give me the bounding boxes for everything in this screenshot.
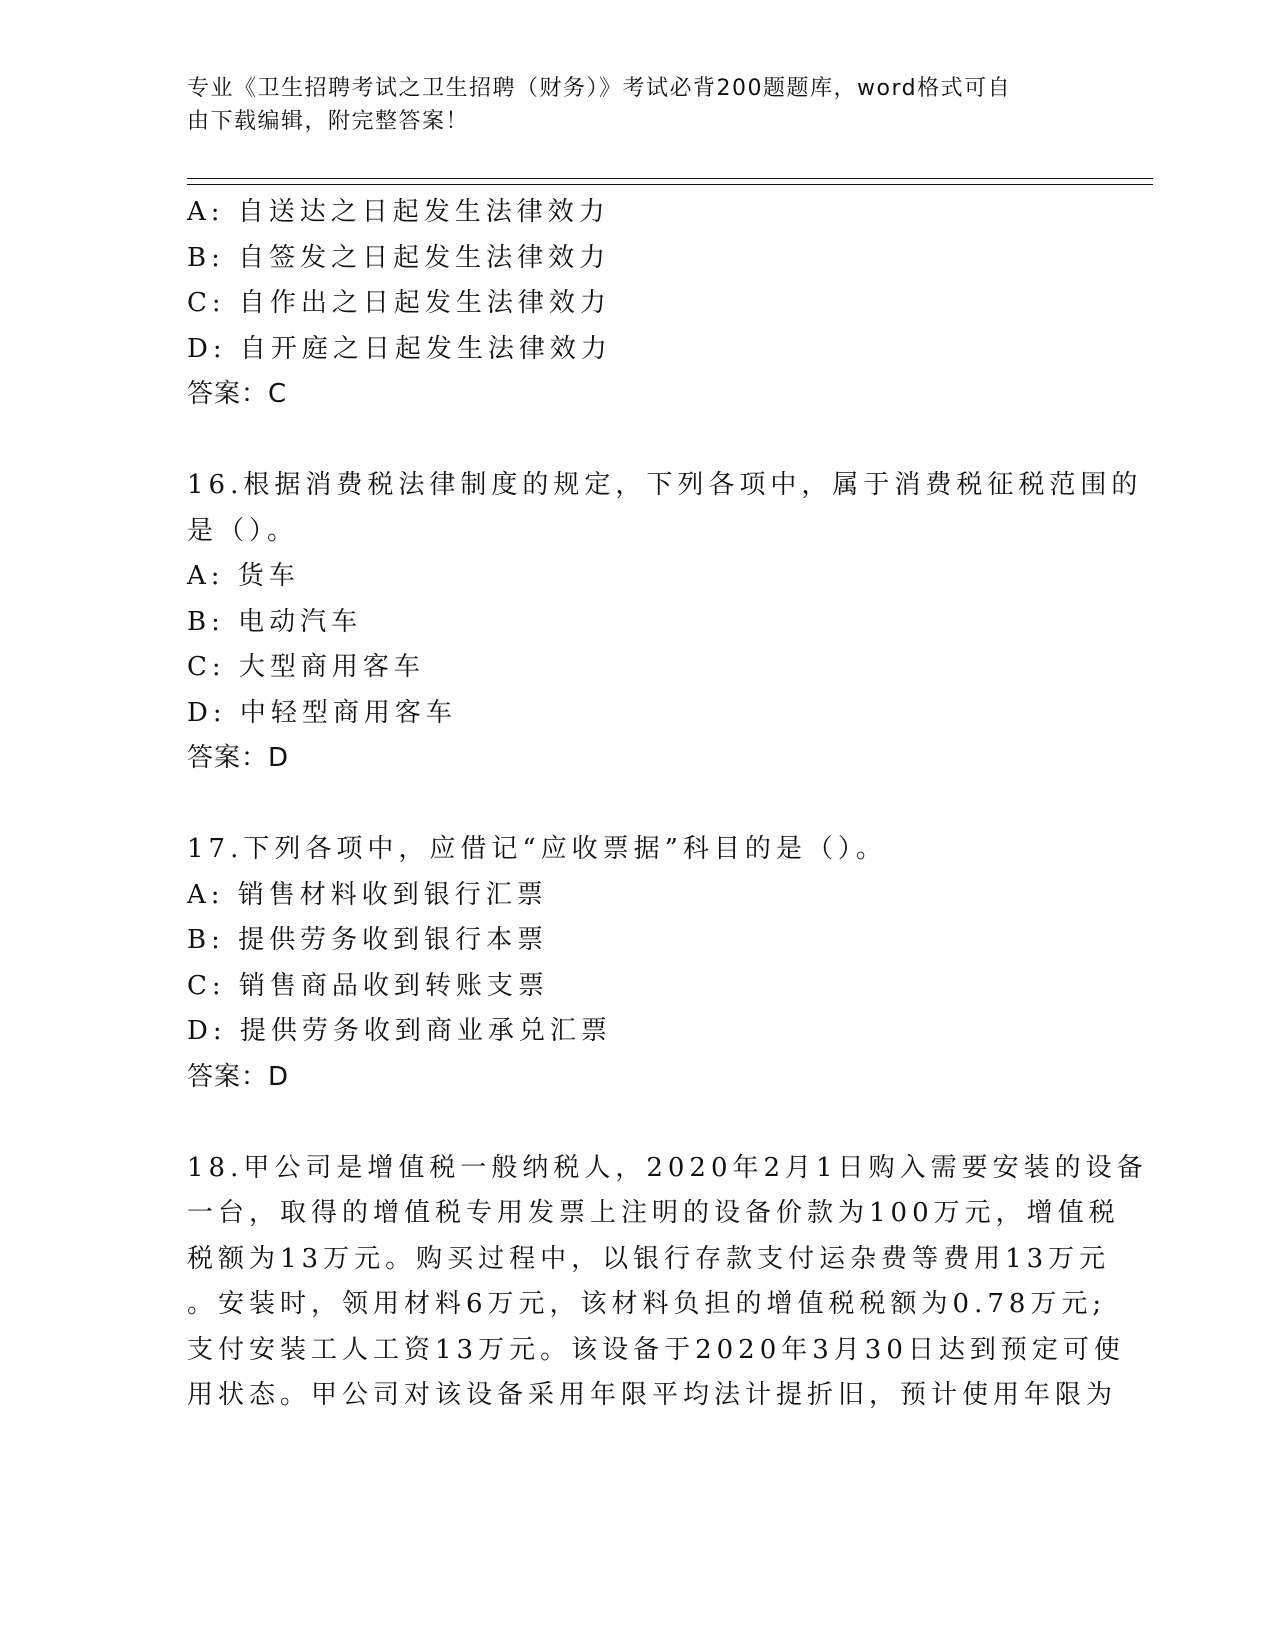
question-text-line: 是（）。: [187, 515, 299, 546]
answer-line: 答案：D: [187, 743, 290, 773]
question-18: [187, 1146, 1148, 1419]
option-c: C: 大型商用客车: [187, 652, 425, 682]
question-text-line: 17.下列各项中，应借记“应收票据”科目的是（）。: [187, 834, 887, 864]
header-divider-top: [187, 178, 1153, 179]
question-text-line: 18.甲公司是增值税一般纳税人，2020年2月1日购入需要安装的设备: [187, 1152, 1148, 1183]
option-d: D: 中轻型商用客车: [187, 697, 457, 728]
question-17: [187, 827, 1087, 1100]
header-line-1: 专业《卫生招聘考试之卫生招聘（财务）》考试必背200题题库，word格式可自: [187, 76, 1012, 101]
document-body: [187, 190, 1148, 1419]
question-text-line: 一台，取得的增值税专用发票上注明的设备价款为100万元，增值税: [187, 1198, 1120, 1228]
header-line-2: 由下载编辑，附完整答案！: [187, 109, 470, 134]
option-a: A: 销售材料收到银行汇票: [187, 879, 548, 910]
spacer: [187, 782, 1087, 828]
question-16: [187, 463, 1143, 782]
option-b: B: 电动汽车: [187, 606, 363, 637]
option-c: C: 销售商品收到转账支票: [187, 970, 549, 1001]
option-a: A: 自送达之日起发生法律效力: [187, 197, 610, 227]
question-text-line: 16.根据消费税法律制度的规定，下列各项中，属于消费税征税范围的: [187, 470, 1143, 500]
option-b: B: 自签发之日起发生法律效力: [187, 242, 611, 273]
option-c: C: 自作出之日起发生法律效力: [187, 288, 611, 318]
question-15: [187, 190, 1087, 418]
spacer: [187, 1100, 1087, 1146]
document-header: [187, 72, 1067, 138]
option-d: D: 提供劳务收到商业承兑汇票: [187, 1016, 612, 1046]
question-text-line: 。安装时，领用材料6万元，该材料负担的增值税税额为0.78万元;: [187, 1289, 1107, 1319]
question-text-line: 用状态。甲公司对该设备采用年限平均法计提折旧，预计使用年限为: [187, 1380, 1118, 1410]
option-a: A: 货车: [187, 561, 300, 591]
option-b: B: 提供劳务收到银行本票: [187, 925, 549, 955]
header-divider-bottom: [187, 184, 1153, 185]
question-text-line: 支付安装工人工资13万元。该设备于2020年3月30日达到预定可使: [187, 1334, 1125, 1365]
answer-line: 答案：C: [187, 379, 288, 409]
question-text-line: 税额为13万元。购买过程中，以银行存款支付运杂费等费用13万元: [187, 1243, 1111, 1274]
spacer: [187, 418, 1087, 464]
option-d: D: 自开庭之日起发生法律效力: [187, 333, 612, 364]
answer-line: 答案：D: [187, 1061, 290, 1092]
